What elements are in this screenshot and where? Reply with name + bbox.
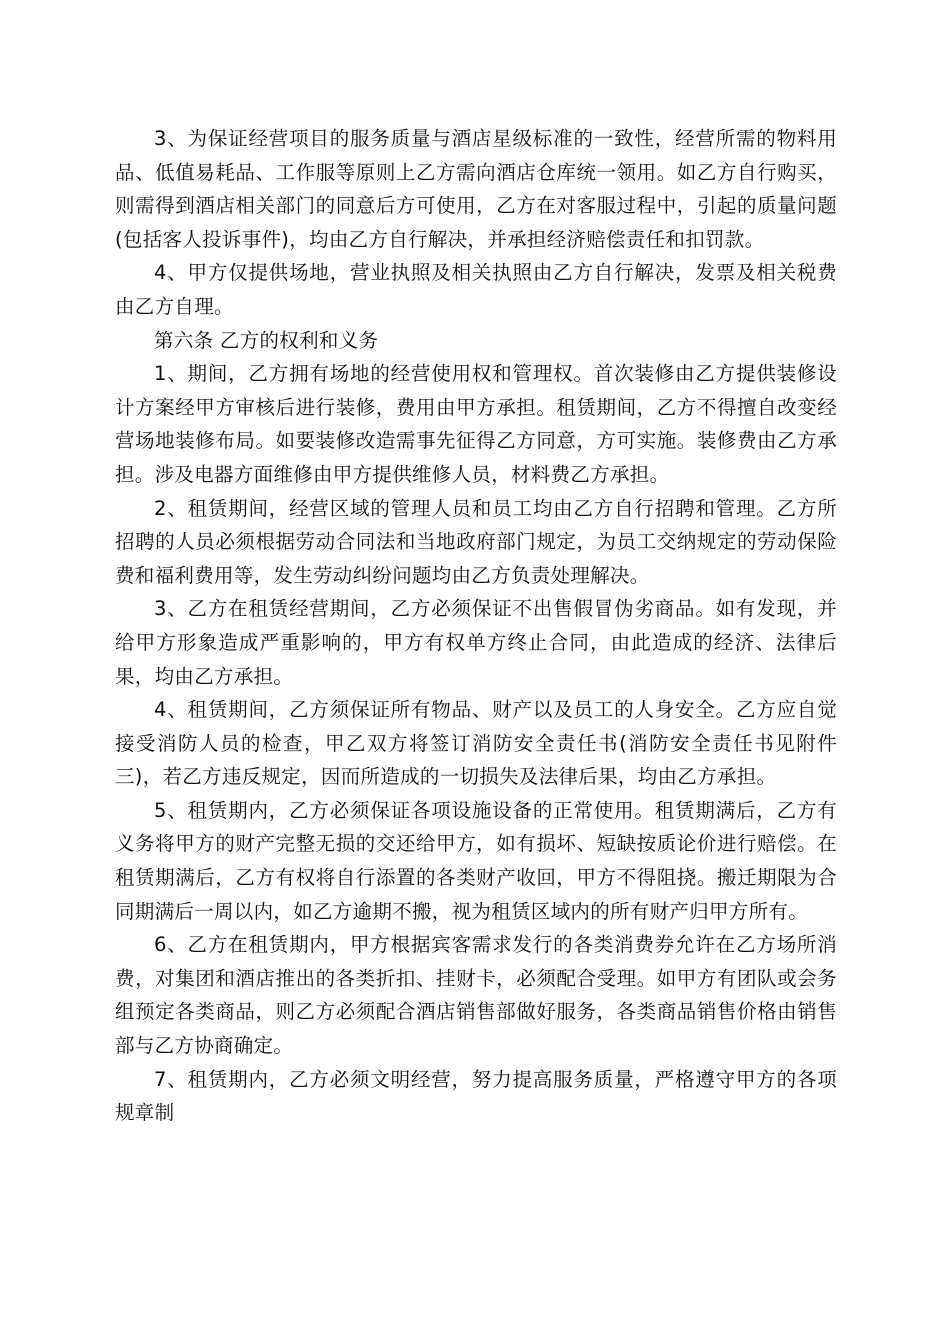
document-page: [115, 122, 837, 1130]
paragraph-clause-3: 3、为保证经营项目的服务质量与酒店星级标准的一致性，经营所需的物料用品、低值易耗品、工作服等原则上乙方需向酒店仓库统一领用。如乙方自行购买，则需得到酒店相关部门的同意后方可使用，乙方在对客服过程中，引起的质量问题(包括客人投诉事件)，均由乙方自行解决，并承担经济赔偿责任和扣罚款。: [115, 127, 837, 251]
paragraph-article6-item-3: 3、乙方在租赁经营期间，乙方必须保证不出售假冒伪劣商品。如有发现，并给甲方形象造成严重影响的，甲方有权单方终止合同，由此造成的经济、法律后果，均由乙方承担。: [115, 597, 837, 688]
paragraph-article6-item-6: 6、乙方在租赁期内，甲方根据宾客需求发行的各类消费券允许在乙方场所消费，对集团和酒店推出的各类折扣、挂财卡，必须配合受理。如甲方有团队或会务组预定各类商品，则乙方必须配合酒店销售部做好服务，各类商品销售价格由销售部与乙方协商确定。: [115, 933, 837, 1058]
paragraph-article6-item-4: 4、租赁期间，乙方须保证所有物品、财产以及员工的人身安全。乙方应自觉接受消防人员的检查，甲乙双方将签订消防安全责任书(消防安全责任书见附件三)，若乙方违反规定，因而所造成的一切损失及法律后果，均由乙方承担。: [115, 698, 837, 789]
paragraph-article6-item-5: 5、租赁期内，乙方必须保证各项设施设备的正常使用。租赁期满后，乙方有义务将甲方的财产完整无损的交还给甲方，如有损坏、短缺按质论价进行赔偿。在租赁期满后，乙方有权将自行添置的各类财产收回，甲方不得阻挠。搬迁期限为合同期满后一周以内，如乙方逾期不搬，视为租赁区域内的所有财产归甲方所有。: [115, 798, 837, 923]
paragraph-article6-item-1: 1、期间，乙方拥有场地的经营使用权和管理权。首次装修由乙方提供装修设计方案经甲方审核后进行装修，费用由甲方承担。租赁期间，乙方不得擅自改变经营场地装修布局。如要装修改造需事先征得乙方同意，方可实施。装修费由乙方承担。涉及电器方面维修由甲方提供维修人员，材料费乙方承担。: [115, 362, 837, 486]
section-heading-article-6: 第六条 乙方的权利和义务: [154, 328, 379, 352]
paragraph-article6-item-7: 7、租赁期内，乙方必须文明经营，努力提高服务质量，严格遵守甲方的各项规章制: [115, 1067, 837, 1125]
paragraph-clause-4: 4、甲方仅提供场地，营业执照及相关执照由乙方自行解决，发票及相关税费由乙方自理。: [115, 261, 837, 318]
paragraph-article6-item-2: 2、租赁期间，经营区域的管理人员和员工均由乙方自行招聘和管理。乙方所招聘的人员必须根据劳动合同法和当地政府部门规定，为员工交纳规定的劳动保险费和福利费用等，发生劳动纠纷问题均由乙方负责处理解决。: [115, 496, 837, 587]
